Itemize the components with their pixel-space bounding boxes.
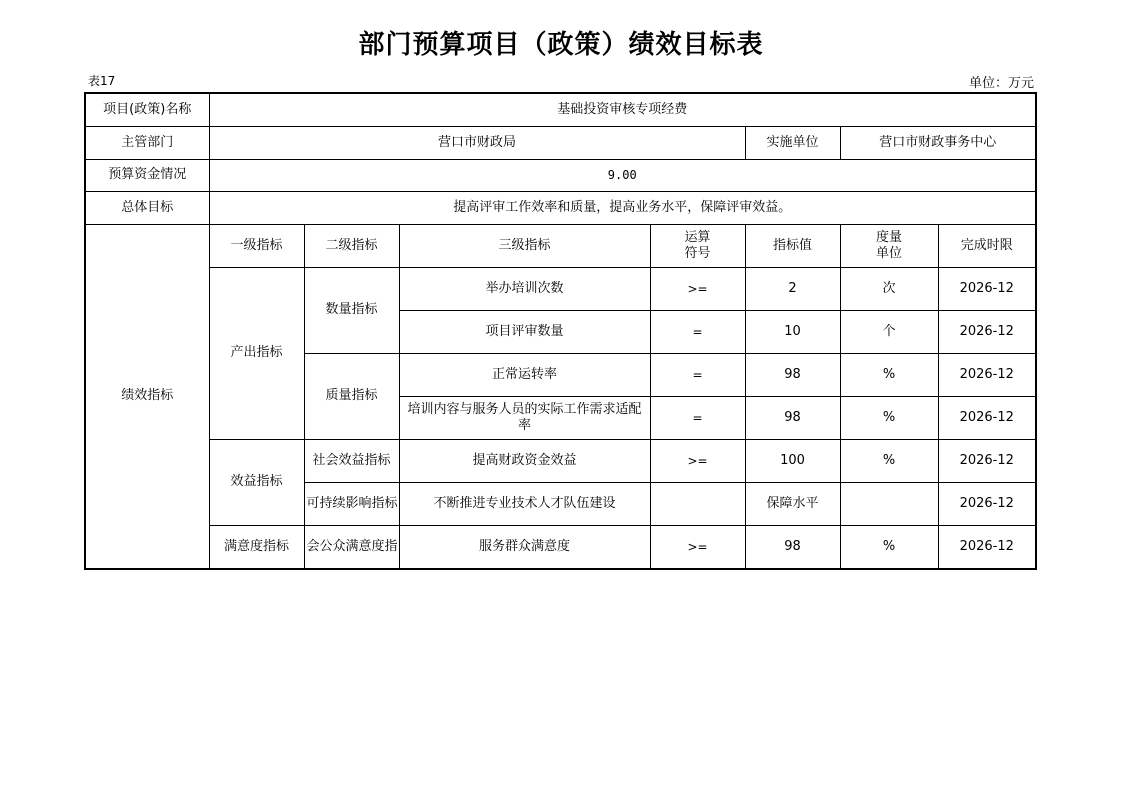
header-row — [85, 224, 1036, 267]
group-quality: 质量指标 — [304, 353, 399, 439]
indicator-name: 提高财政资金效益 — [399, 439, 650, 482]
indicator-value: 10 — [745, 310, 840, 353]
header-level2: 二级指标 — [304, 224, 399, 267]
indicator-name: 服务群众满意度 — [399, 525, 650, 569]
indicator-unit: % — [840, 353, 938, 396]
header-level1: 一级指标 — [209, 224, 304, 267]
performance-table — [84, 92, 1037, 570]
indicator-name: 项目评审数量 — [399, 310, 650, 353]
indicator-unit — [840, 482, 938, 525]
budget-label: 预算资金情况 — [85, 159, 209, 191]
indicator-unit: % — [840, 525, 938, 569]
header-operator-line1: 运算 — [684, 229, 711, 245]
indicator-operator — [650, 482, 745, 525]
indicator-deadline: 2026-12 — [938, 439, 1036, 482]
indicator-name: 培训内容与服务人员的实际工作需求适配率 — [399, 396, 650, 439]
indicator-operator: = — [650, 310, 745, 353]
perf-label: 绩效指标 — [85, 224, 209, 569]
indicator-name: 不断推进专业技术人才队伍建设 — [399, 482, 650, 525]
group-public-satisfaction: 会公众满意度指 — [304, 525, 399, 569]
indicator-operator: >= — [650, 267, 745, 310]
dept-value: 营口市财政局 — [209, 126, 745, 159]
budget-row — [85, 159, 1036, 191]
header-operator — [650, 224, 745, 267]
budget-value: 9.00 — [209, 159, 1036, 191]
indicator-operator: = — [650, 353, 745, 396]
indicator-value: 98 — [745, 525, 840, 569]
header-unit — [840, 224, 938, 267]
indicator-name: 正常运转率 — [399, 353, 650, 396]
page-title: 部门预算项目（政策）绩效目标表 — [358, 30, 764, 60]
indicator-unit: 次 — [840, 267, 938, 310]
dept-label: 主管部门 — [85, 126, 209, 159]
table-row — [85, 267, 1036, 310]
indicator-unit: % — [840, 396, 938, 439]
unit-label: 单位：万元 — [968, 76, 1034, 91]
impl-label: 实施单位 — [745, 126, 840, 159]
header-deadline: 完成时限 — [938, 224, 1036, 267]
group-sustain: 可持续影响指标 — [304, 482, 399, 525]
table-row — [85, 439, 1036, 482]
indicator-value: 保障水平 — [745, 482, 840, 525]
header-value: 指标值 — [745, 224, 840, 267]
header-operator-line2: 符号 — [684, 245, 711, 261]
table-number: 表17 — [88, 74, 116, 88]
indicator-deadline: 2026-12 — [938, 525, 1036, 569]
project-label: 项目(政策)名称 — [85, 93, 209, 126]
indicator-value: 100 — [745, 439, 840, 482]
indicator-operator: = — [650, 396, 745, 439]
dept-row — [85, 126, 1036, 159]
header-level3: 三级指标 — [399, 224, 650, 267]
indicator-value: 2 — [745, 267, 840, 310]
goal-value: 提高评审工作效率和质量，提高业务水平，保障评审效益。 — [209, 191, 1036, 224]
indicator-unit: % — [840, 439, 938, 482]
project-value: 基础投资审核专项经费 — [209, 93, 1036, 126]
indicator-deadline: 2026-12 — [938, 267, 1036, 310]
indicator-operator: >= — [650, 439, 745, 482]
indicator-unit: 个 — [840, 310, 938, 353]
project-row — [85, 93, 1036, 126]
indicator-deadline: 2026-12 — [938, 396, 1036, 439]
goal-row — [85, 191, 1036, 224]
goal-label: 总体目标 — [85, 191, 209, 224]
table-row — [85, 525, 1036, 569]
header-unit-line1: 度量 — [875, 229, 902, 245]
indicator-value: 98 — [745, 396, 840, 439]
group-output: 产出指标 — [209, 267, 304, 439]
group-social: 社会效益指标 — [304, 439, 399, 482]
indicator-name: 举办培训次数 — [399, 267, 650, 310]
indicator-operator: >= — [650, 525, 745, 569]
header-unit-line2: 单位 — [875, 245, 902, 261]
indicator-deadline: 2026-12 — [938, 353, 1036, 396]
impl-value: 营口市财政事务中心 — [840, 126, 1036, 159]
indicator-value: 98 — [745, 353, 840, 396]
group-quantity: 数量指标 — [304, 267, 399, 353]
indicator-deadline: 2026-12 — [938, 482, 1036, 525]
group-benefit: 效益指标 — [209, 439, 304, 525]
group-satisfaction: 满意度指标 — [209, 525, 304, 569]
indicator-deadline: 2026-12 — [938, 310, 1036, 353]
